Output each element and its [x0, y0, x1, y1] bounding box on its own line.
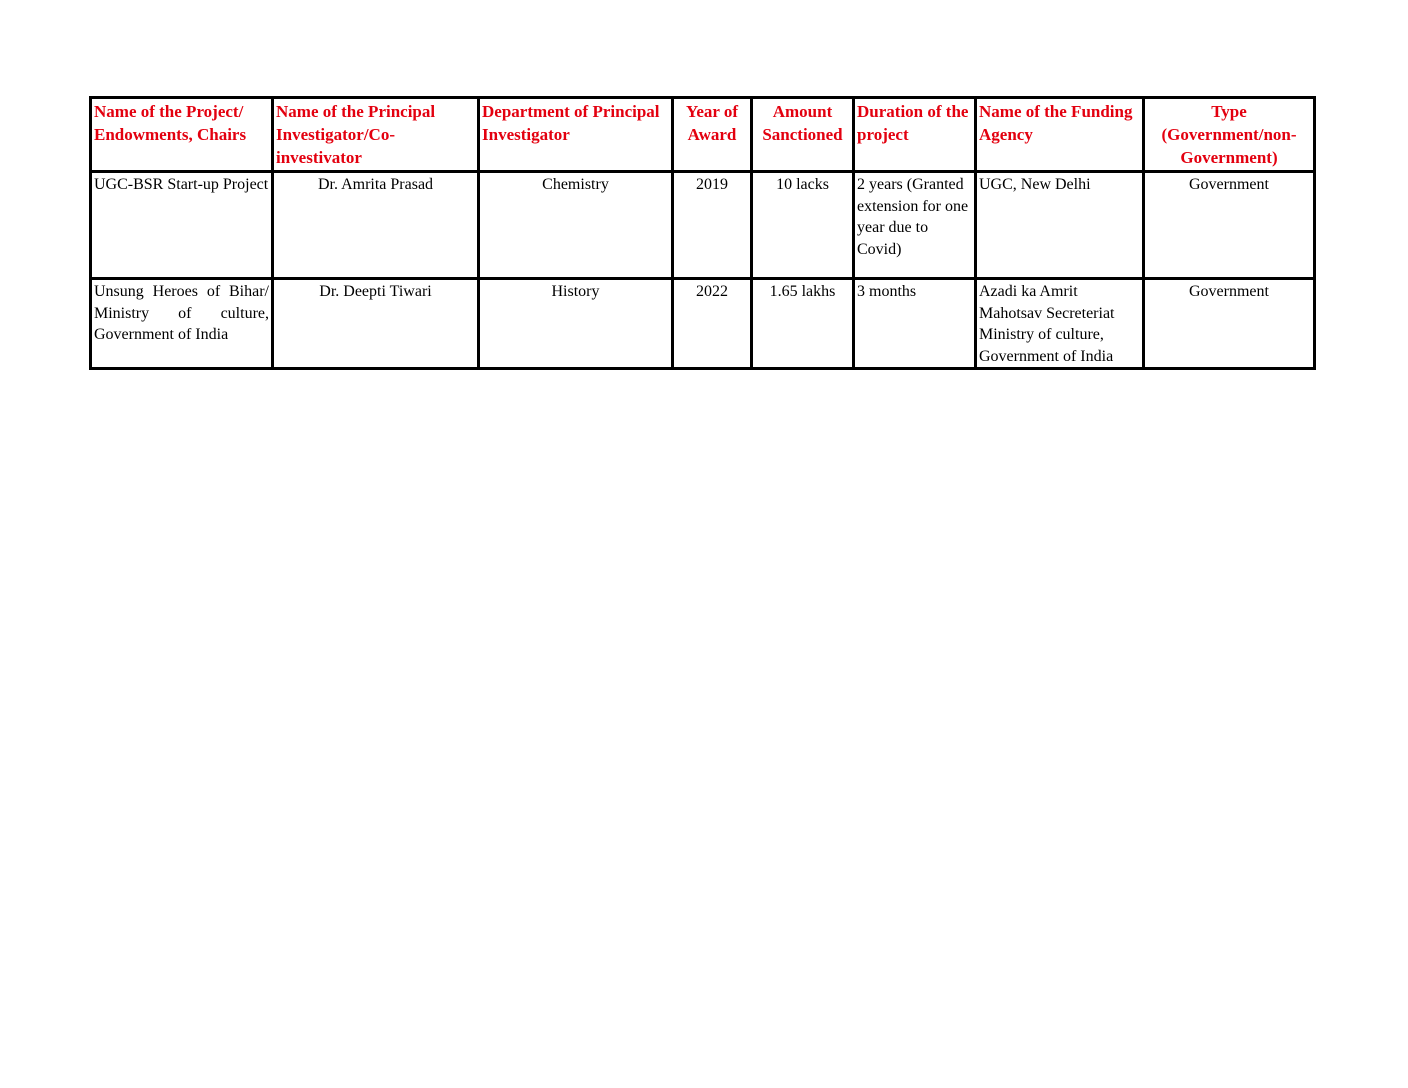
- cell-year: 2022: [673, 279, 752, 369]
- cell-investigator: Dr. Amrita Prasad: [273, 172, 479, 279]
- header-project: Name of the Project/ Endowments, Chairs: [91, 98, 273, 172]
- header-department: Department of Principal Investigator: [479, 98, 673, 172]
- cell-project: Unsung Heroes of Bihar/ Ministry of culture, Government of India: [91, 279, 273, 369]
- table-row: [91, 172, 1315, 279]
- cell-department: History: [479, 279, 673, 369]
- header-agency: Name of the Funding Agency: [976, 98, 1144, 172]
- cell-type: Government: [1144, 172, 1315, 279]
- cell-agency: UGC, New Delhi: [976, 172, 1144, 279]
- projects-table: [89, 96, 1316, 370]
- header-investigator: Name of the Principal Investigator/Co-investivator: [273, 98, 479, 172]
- header-type: Type (Government/non-Government): [1144, 98, 1315, 172]
- cell-agency: Azadi ka Amrit Mahotsav Secreteriat Ministry of culture, Government of India: [976, 279, 1144, 369]
- table-header-row: [91, 98, 1315, 172]
- cell-duration: 2 years (Granted extension for one year due to Covid): [854, 172, 976, 279]
- cell-investigator: Dr. Deepti Tiwari: [273, 279, 479, 369]
- cell-year: 2019: [673, 172, 752, 279]
- cell-type: Government: [1144, 279, 1315, 369]
- header-year: Year of Award: [673, 98, 752, 172]
- cell-amount: 1.65 lakhs: [752, 279, 854, 369]
- cell-duration: 3 months: [854, 279, 976, 369]
- cell-project: UGC-BSR Start-up Project: [91, 172, 273, 279]
- header-duration: Duration of the project: [854, 98, 976, 172]
- cell-department: Chemistry: [479, 172, 673, 279]
- header-amount: Amount Sanctioned: [752, 98, 854, 172]
- cell-amount: 10 lacks: [752, 172, 854, 279]
- table-row: [91, 279, 1315, 369]
